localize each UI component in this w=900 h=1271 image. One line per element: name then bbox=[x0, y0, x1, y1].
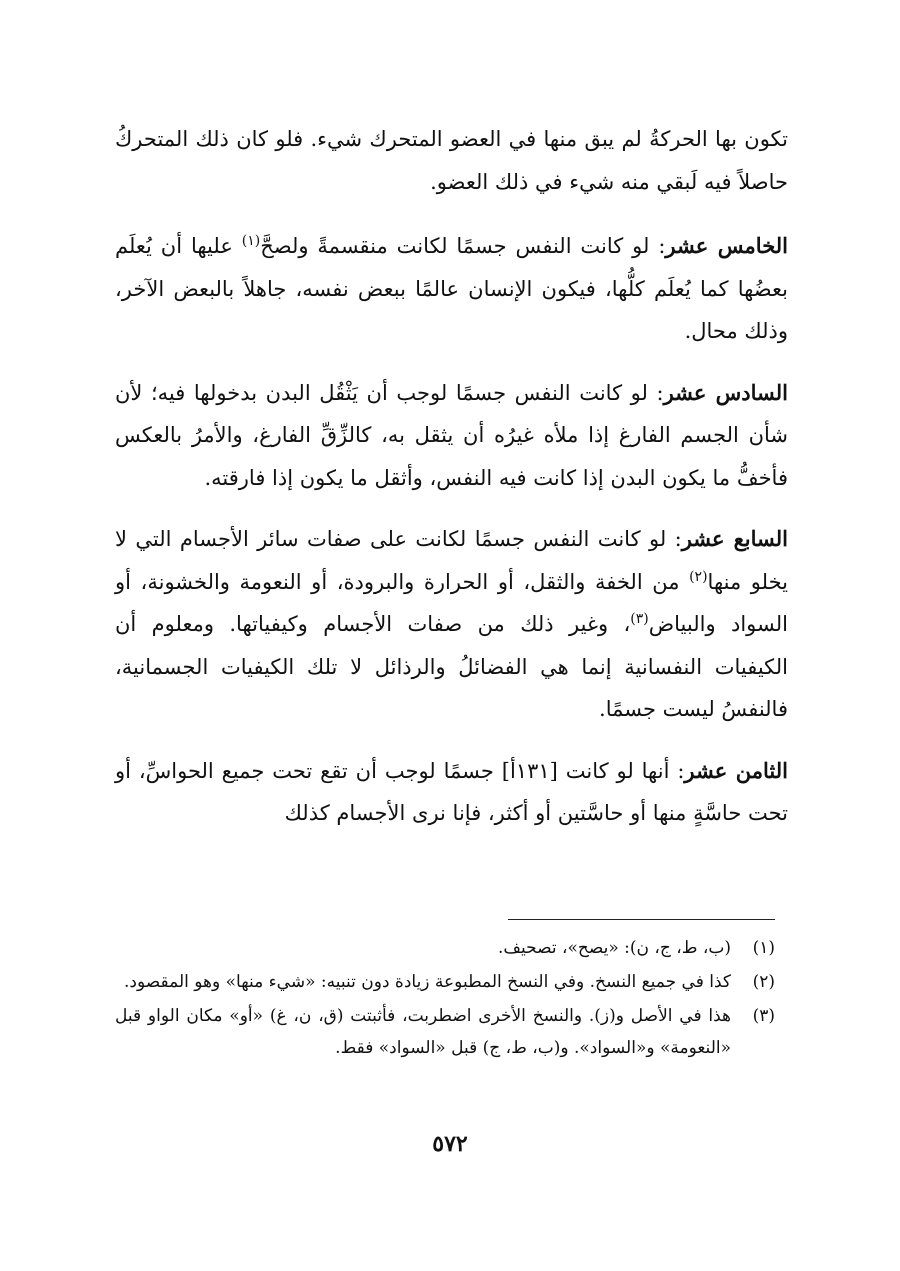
footnote-ref[interactable]: (٢) bbox=[689, 568, 708, 585]
footnote bbox=[115, 1000, 775, 1064]
paragraph-sixteenth bbox=[115, 372, 788, 500]
section-term: السادس عشر bbox=[663, 379, 789, 405]
paragraph-fifteenth bbox=[115, 225, 788, 353]
footnote-ref[interactable]: (١) bbox=[241, 233, 261, 249]
page-number: ٥٧٢ bbox=[432, 1131, 468, 1157]
footnote bbox=[115, 966, 775, 998]
main-text bbox=[115, 118, 788, 835]
footnote-text: هذا في الأصل و(ز). والنسخ الأخرى اضطربت، فأثبتت (ق، ن، غ) «أو» مكان الواو قبل «النعومة» و«السواد». و(ب، ط، ج) قبل «السواد» فقط. bbox=[115, 1006, 731, 1058]
footnote-text: (ب، ط، ج، ن): «يصح»، تصحيف. bbox=[498, 938, 731, 958]
paragraph-text: : أنها لو كانت [١٣١أ] جسمًا لوجب أن تقع تحت جميع الحواسِّ، أو تحت حاسَّةٍ منها أو حاسَّتين أو أكثر، فإنا نرى الأجسام كذلك bbox=[115, 758, 788, 825]
footnote-number: (٣) bbox=[752, 1006, 775, 1026]
paragraph-text: عليها أن يُعلَم بعضُها كما يُعلَم كلُّها، فيكون الإنسان عالمًا ببعض نفسه، جاهلاً بالبعض الآخر، وذلك محال. bbox=[115, 234, 788, 343]
footnotes bbox=[115, 932, 775, 1066]
footnote bbox=[115, 932, 775, 964]
footnote-divider bbox=[508, 919, 775, 920]
paragraph-text: تكون بها الحركةُ لم يبق منها في العضو المتحرك شيء. فلو كان ذلك المتحركُ حاصلاً فيه لَبقي منه شيء في ذلك العضو. bbox=[115, 127, 788, 194]
section-term: الثامن عشر bbox=[684, 757, 789, 783]
paragraph-continuation bbox=[115, 118, 788, 203]
paragraph-text: : لو كانت النفس جسمًا لكانت على صفات سائر الأجسام التي لا يخلو منها bbox=[115, 527, 788, 594]
section-term: السابع عشر bbox=[681, 526, 788, 551]
footnote-ref[interactable]: (٣) bbox=[630, 611, 649, 627]
section-term: الخامس عشر bbox=[665, 233, 788, 258]
paragraph-eighteenth bbox=[115, 750, 788, 835]
footnote-number: (٢) bbox=[752, 972, 775, 992]
paragraph-text: ، وغير ذلك من صفات الأجسام وكيفياتها. ومعلوم أن الكيفيات النفسانية إنما هي الفضائلُ والرذائل لا تلك الكيفيات الجسمانية، فالنفسُ ليست جسمًا. bbox=[115, 612, 788, 721]
paragraph-seventeenth bbox=[115, 518, 788, 731]
footnote-text: كذا في جميع النسخ. وفي النسخ المطبوعة زيادة دون تنبيه: «شيء منها» وهو المقصود. bbox=[124, 972, 731, 992]
paragraph-text: من الخفة والثقل، أو الحرارة والبرودة، أو النعومة والخشونة، أو السواد والبياض bbox=[115, 569, 788, 636]
paragraph-text: : لو كانت النفس جسمًا لوجب أن يَثْقُل البدن بدخولها فيه؛ لأن شأن الجسم الفارغ إذا ملأه غيرُه أن يثقل به، كالزِّقِّ الفارغ، والأمرُ بالعكس فأخفُّ ما يكون البدن إذا كانت فيه النفس، وأثقل ما يكون إذا فارقته. bbox=[115, 380, 788, 490]
footnote-number: (١) bbox=[752, 938, 775, 958]
paragraph-text: : لو كانت النفس جسمًا لكانت منقسمةً ولصحَّ bbox=[260, 234, 666, 258]
